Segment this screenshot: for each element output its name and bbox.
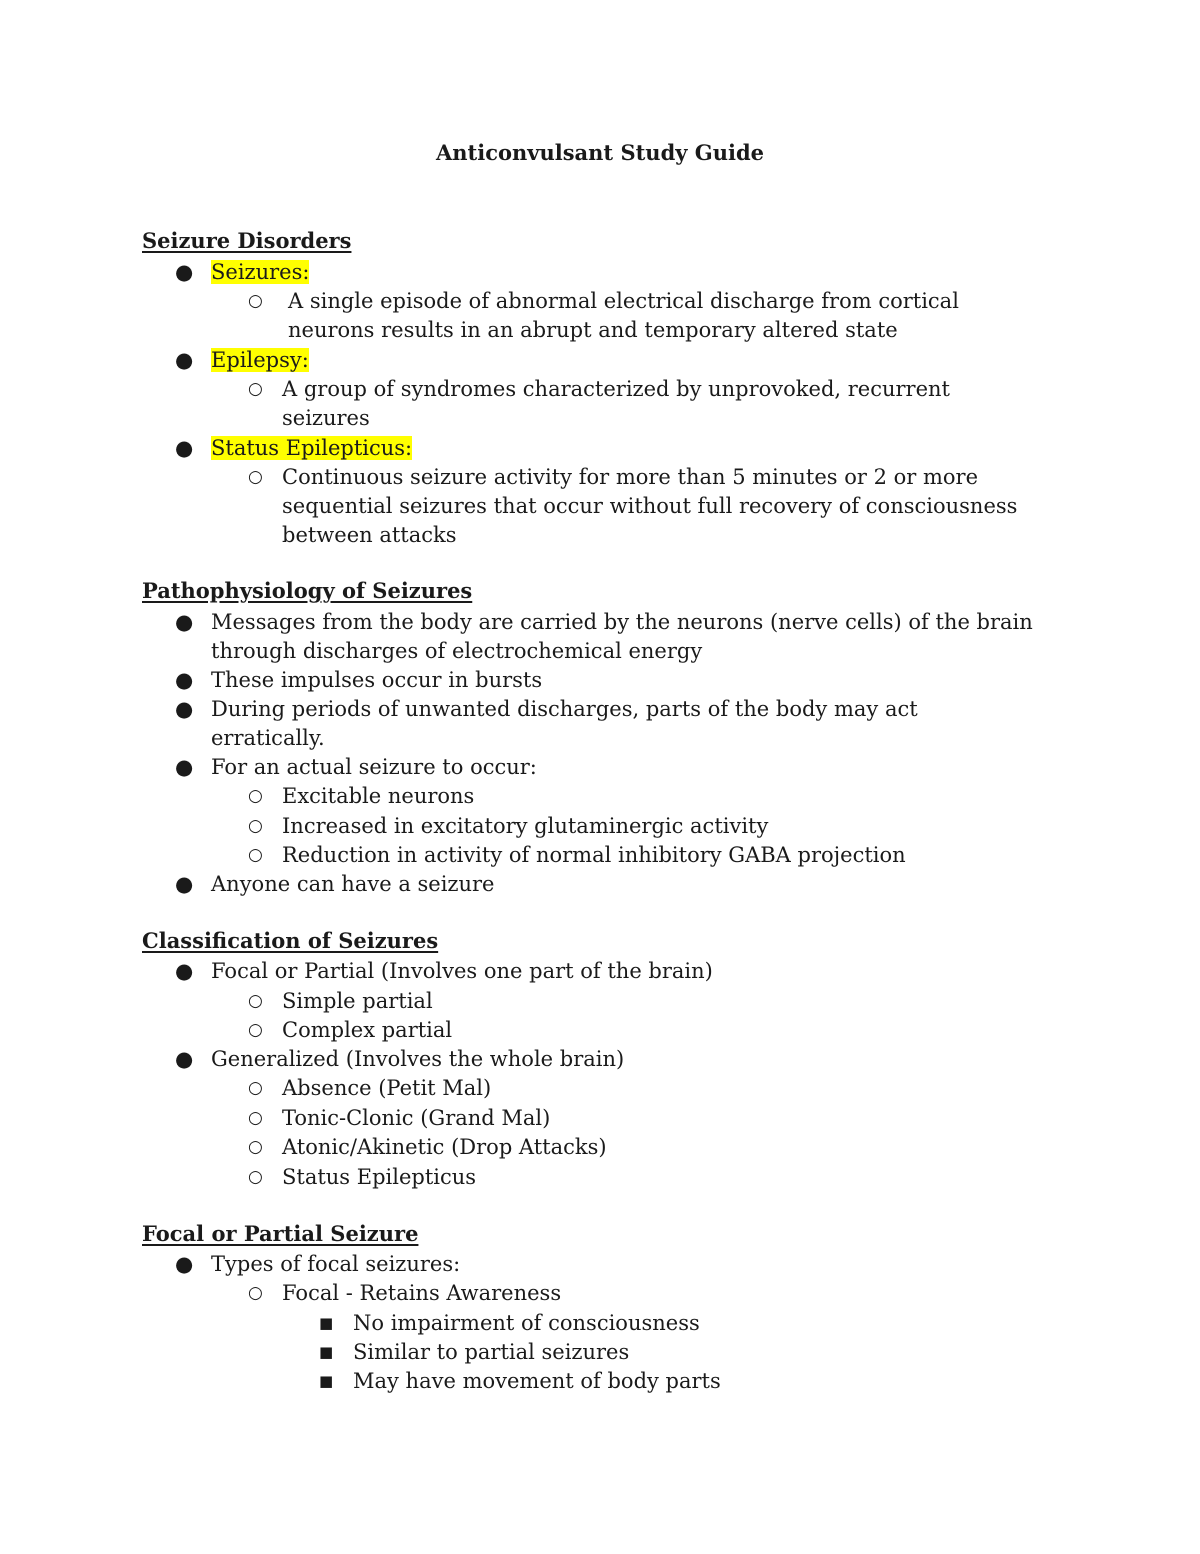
circle-bullet-icon: ○ xyxy=(248,1078,263,1098)
bullet-icon: ● xyxy=(175,260,194,284)
list-item-label: Simple partial xyxy=(282,989,433,1013)
list-item xyxy=(248,1279,1072,1308)
list-item-label: Seizures: xyxy=(211,260,310,284)
list-item xyxy=(248,812,1072,841)
list-item-label: During periods of unwanted discharges, parts of the body may act erratically. xyxy=(211,697,918,750)
square-bullet-icon: ■ xyxy=(319,1372,334,1390)
list-item-label: Absence (Petit Mal) xyxy=(282,1076,492,1100)
list-item-label: Reduction in activity of normal inhibitory GABA projection xyxy=(282,843,906,867)
list-item-label: Types of focal seizures: xyxy=(211,1252,461,1276)
bullet-icon: ● xyxy=(175,1252,194,1276)
bullet-icon: ● xyxy=(175,872,194,896)
list-item xyxy=(248,1104,1072,1133)
bullet-icon: ● xyxy=(175,436,194,460)
list-item xyxy=(319,1309,1073,1338)
list-item xyxy=(248,375,982,433)
bullet-icon: ● xyxy=(175,755,194,779)
circle-bullet-icon: ○ xyxy=(248,845,263,865)
list-item xyxy=(248,463,1052,550)
list-item-label: These impulses occur in bursts xyxy=(211,668,543,692)
circle-bullet-icon: ○ xyxy=(248,1137,263,1157)
list-item-label: Focal or Partial (Involves one part of the brain) xyxy=(211,959,713,983)
bullet-icon: ● xyxy=(175,697,194,721)
circle-bullet-icon: ○ xyxy=(248,991,263,1011)
list-item-label: No impairment of consciousness xyxy=(353,1311,700,1335)
list-item xyxy=(248,987,1072,1016)
list-item xyxy=(248,841,1072,870)
list-item-label: Tonic-Clonic (Grand Mal) xyxy=(282,1106,551,1130)
list-item-label: Generalized (Involves the whole brain) xyxy=(211,1047,625,1071)
list-item-label: Status Epilepticus: xyxy=(211,436,413,460)
list-item-label: Atonic/Akinetic (Drop Attacks) xyxy=(282,1135,607,1159)
list-item xyxy=(175,346,1071,375)
document-title: Anticonvulsant Study Guide xyxy=(435,140,764,165)
list-item xyxy=(175,258,1071,287)
list-item xyxy=(175,608,1061,666)
list-item xyxy=(248,287,988,345)
list-item xyxy=(175,957,1071,986)
list-item xyxy=(175,1045,1071,1074)
list-item-label: Continuous seizure activity for more than 5 minutes or 2 or more sequential seizures that occur without full recovery of consciousness between attacks xyxy=(282,465,1018,547)
circle-bullet-icon: ○ xyxy=(248,1020,263,1040)
list-item xyxy=(319,1338,1073,1367)
list-item-label: Focal - Retains Awareness xyxy=(282,1281,562,1305)
list-item xyxy=(248,782,1072,811)
list-item-label: Complex partial xyxy=(282,1018,453,1042)
list-item xyxy=(248,1016,1072,1045)
list-item xyxy=(175,666,1071,695)
circle-bullet-icon: ○ xyxy=(248,1108,263,1128)
list-item-label: May have movement of body parts xyxy=(353,1369,721,1393)
circle-bullet-icon: ○ xyxy=(248,1283,263,1303)
list-item-label: Status Epilepticus xyxy=(282,1165,477,1189)
bullet-icon: ● xyxy=(175,348,194,372)
circle-bullet-icon: ○ xyxy=(248,1167,263,1187)
circle-bullet-icon: ○ xyxy=(248,467,263,487)
list-item xyxy=(248,1133,1072,1162)
square-bullet-icon: ■ xyxy=(319,1314,334,1332)
list-item-label: Epilepsy: xyxy=(211,348,309,372)
list-item xyxy=(175,753,1071,782)
list-item xyxy=(175,434,1071,463)
bullet-icon: ● xyxy=(175,1047,194,1071)
list-item-label: Messages from the body are carried by the neurons (nerve cells) of the brain through discharges of electrochemical energy xyxy=(211,610,1033,663)
list-item xyxy=(175,695,961,753)
list-item-label: Anyone can have a seizure xyxy=(211,872,495,896)
list-item-label: A single episode of abnormal electrical discharge from cortical neurons results in an abrupt and temporary altered state xyxy=(288,289,959,342)
list-item-label: For an actual seizure to occur: xyxy=(211,755,537,779)
section-heading-seizure-disorders: Seizure Disorders xyxy=(142,228,352,253)
circle-bullet-icon: ○ xyxy=(248,816,263,836)
list-item-label: Excitable neurons xyxy=(282,784,475,808)
section-heading-classification: Classification of Seizures xyxy=(142,928,439,953)
list-item xyxy=(175,870,1071,899)
section-heading-focal-partial: Focal or Partial Seizure xyxy=(142,1221,419,1246)
list-item-label: Increased in excitatory glutaminergic activity xyxy=(282,814,769,838)
circle-bullet-icon: ○ xyxy=(248,786,263,806)
list-item xyxy=(248,1163,1072,1192)
list-item xyxy=(175,1250,1071,1279)
list-item xyxy=(319,1367,1073,1396)
list-item-label: Similar to partial seizures xyxy=(353,1340,630,1364)
list-item xyxy=(248,1074,1072,1103)
circle-bullet-icon: ○ xyxy=(248,379,263,399)
bullet-icon: ● xyxy=(175,959,194,983)
bullet-icon: ● xyxy=(175,668,194,692)
circle-bullet-icon: ○ xyxy=(248,291,263,311)
section-heading-pathophysiology: Pathophysiology of Seizures xyxy=(142,578,473,603)
square-bullet-icon: ■ xyxy=(319,1343,334,1361)
bullet-icon: ● xyxy=(175,610,194,634)
list-item-label: A group of syndromes characterized by unprovoked, recurrent seizures xyxy=(282,377,950,430)
